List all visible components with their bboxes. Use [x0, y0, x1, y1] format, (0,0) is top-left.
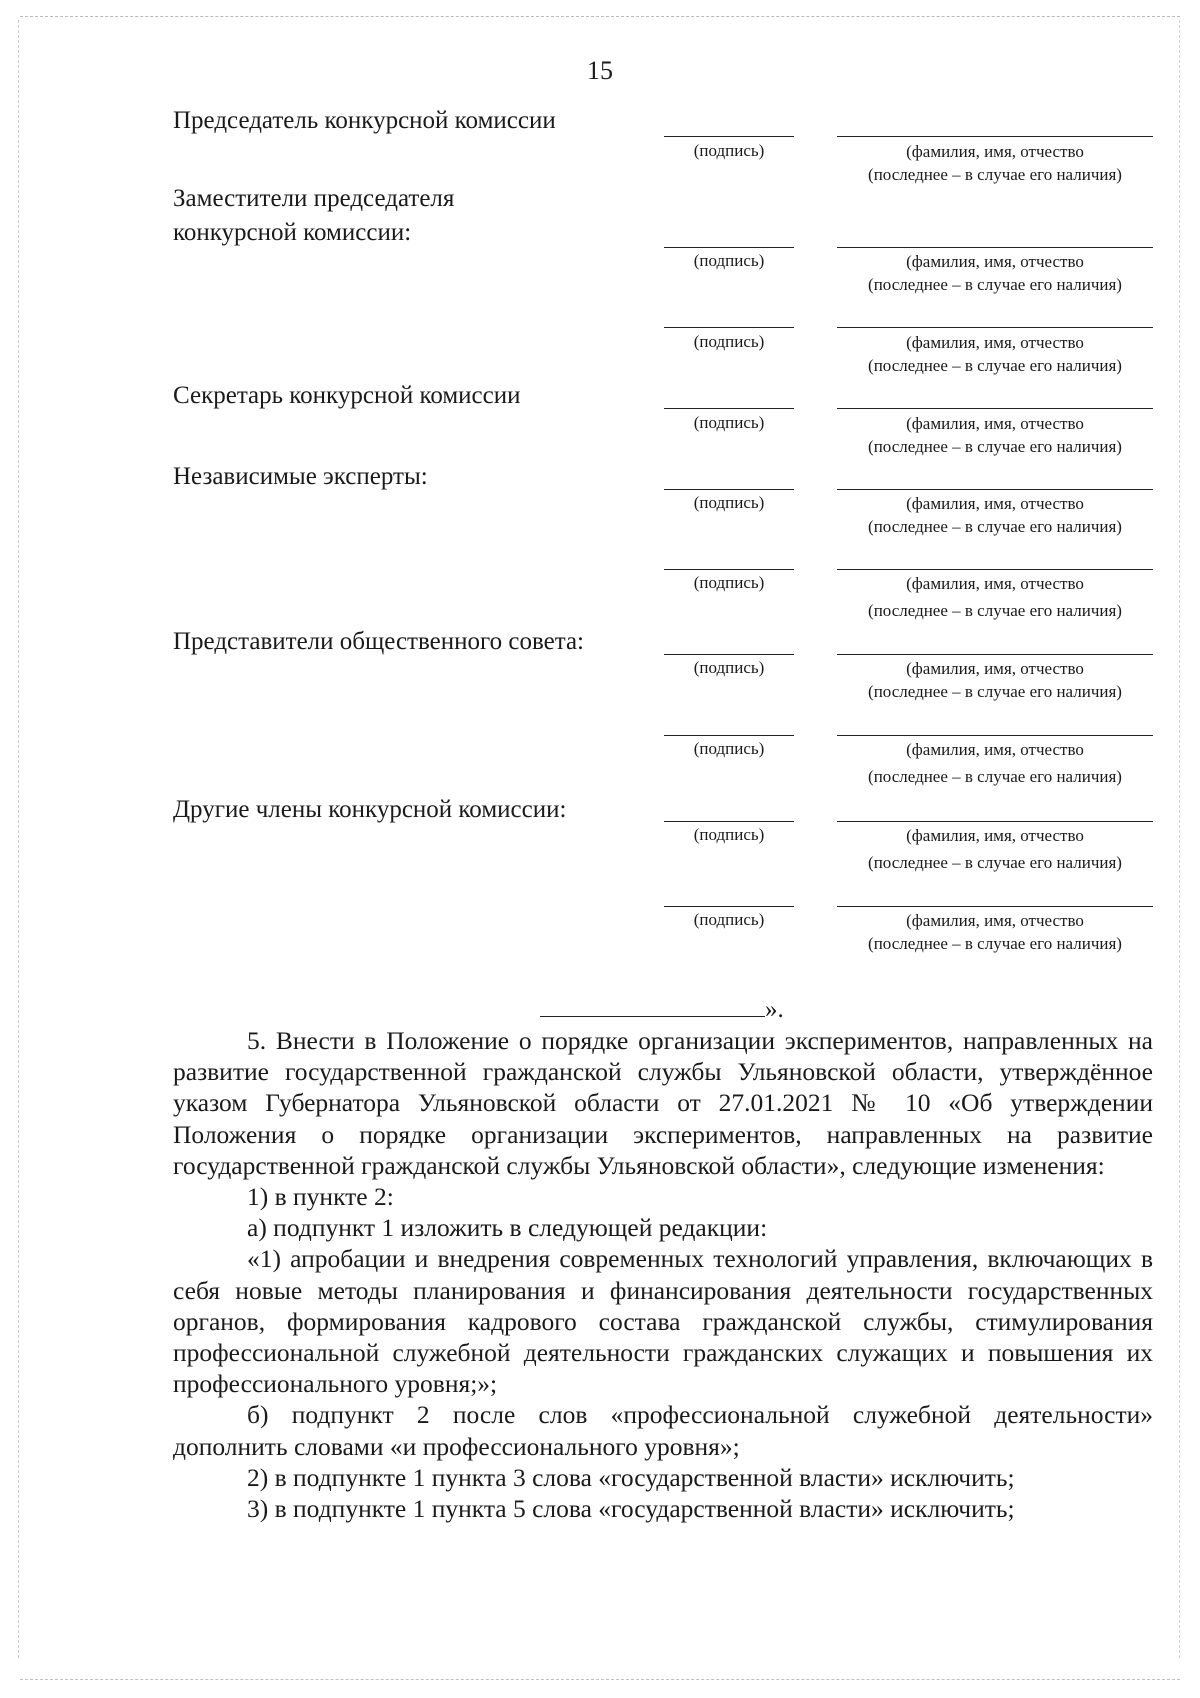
fio-caption-line2: (последнее – в случае его наличия) — [868, 356, 1122, 375]
fio-line — [837, 821, 1153, 822]
signature-line — [664, 489, 794, 490]
fio-line — [837, 654, 1153, 655]
fio-caption — [837, 572, 1153, 622]
signature-caption: (подпись) — [693, 573, 765, 592]
paragraph-item-5: 5. Внести в Положение о порядке организации экспериментов, направленных на развитие государственной гражданской службы Ульяновской области, утверждённое указом Губернатора Ульяновской области от 27.01.2021 № 10 «Об утверждении Положения о порядке организации экспериментов, направленных на развитие государственной гражданской службы Ульяновской области», следующие изменения: — [173, 1026, 1153, 1180]
scan-edge-left — [18, 20, 19, 1658]
body-text — [173, 1025, 1153, 1524]
fio-caption-line2: (последнее – в случае его наличия) — [868, 853, 1122, 872]
role-label-deputies — [173, 182, 454, 250]
role-label-other-members: Другие члены конкурсной комиссии: — [173, 796, 567, 823]
fio-line — [837, 408, 1153, 409]
signature-caption: (подпись) — [693, 739, 765, 758]
fio-caption-line1: (фамилия, имя, отчество — [906, 659, 1084, 678]
fio-line — [837, 327, 1153, 328]
fio-caption-line1: (фамилия, имя, отчество — [906, 494, 1084, 513]
fio-caption — [837, 250, 1153, 296]
signature-caption: (подпись) — [693, 413, 765, 432]
fio-caption — [837, 140, 1153, 186]
closing-blank — [540, 996, 765, 1017]
fio-caption-line2: (последнее – в случае его наличия) — [868, 165, 1122, 184]
fio-caption — [837, 492, 1153, 538]
fio-line — [837, 906, 1153, 907]
signature-line — [664, 821, 794, 822]
signature-caption: (подпись) — [693, 658, 765, 677]
signature-line — [664, 654, 794, 655]
fio-caption-line1: (фамилия, имя, отчество — [906, 826, 1084, 845]
signature-line — [664, 136, 794, 137]
fio-caption-line1: (фамилия, имя, отчество — [906, 414, 1084, 433]
fio-caption — [837, 738, 1153, 788]
fio-caption-line1: (фамилия, имя, отчество — [906, 252, 1084, 271]
signature-line — [664, 906, 794, 907]
closing-line — [540, 996, 784, 1024]
role-label-experts: Независимые эксперты: — [173, 463, 428, 490]
role-label-deputies-line1: Заместители председателя — [173, 185, 455, 212]
fio-caption-line2: (последнее – в случае его наличия) — [868, 682, 1122, 701]
fio-caption-line1: (фамилия, имя, отчество — [906, 740, 1084, 759]
signature-line — [664, 569, 794, 570]
signature-caption: (подпись) — [693, 910, 765, 929]
signature-line — [664, 247, 794, 248]
closing-quote: ». — [765, 996, 784, 1023]
signature-caption: (подпись) — [693, 332, 765, 351]
fio-caption-line2: (последнее – в случае его наличия) — [868, 767, 1122, 786]
role-label-public-council: Представители общественного совета: — [173, 628, 584, 655]
paragraph-subitem-a: а) подпункт 1 изложить в следующей редакции: — [247, 1213, 768, 1243]
page-number: 15 — [587, 56, 613, 85]
fio-line — [837, 735, 1153, 736]
signature-caption: (подпись) — [693, 251, 765, 270]
signature-caption: (подпись) — [693, 493, 765, 512]
fio-caption — [837, 412, 1153, 458]
paragraph-subitem-3: 3) в подпункте 1 пункта 5 слова «государственной власти» исключить; — [247, 1494, 1015, 1524]
fio-caption — [837, 909, 1153, 955]
fio-caption-line2: (последнее – в случае его наличия) — [868, 437, 1122, 456]
signature-line — [664, 408, 794, 409]
fio-caption-line1: (фамилия, имя, отчество — [906, 333, 1084, 352]
fio-line — [837, 247, 1153, 248]
role-label-deputies-line2: конкурсной комиссии: — [173, 219, 412, 246]
paragraph-subitem-2: 2) в подпункте 1 пункта 3 слова «государственной власти» исключить; — [247, 1462, 1015, 1492]
fio-caption-line1: (фамилия, имя, отчество — [906, 142, 1084, 161]
fio-line — [837, 489, 1153, 490]
fio-caption-line1: (фамилия, имя, отчество — [906, 574, 1084, 593]
fio-caption — [837, 331, 1153, 377]
scan-edge-top — [20, 16, 1180, 17]
signature-line — [664, 327, 794, 328]
fio-caption-line2: (последнее – в случае его наличия) — [868, 601, 1122, 620]
fio-caption — [837, 824, 1153, 874]
fio-caption-line2: (последнее – в случае его наличия) — [868, 275, 1122, 294]
paragraph-quoted-redaction: «1) апробации и внедрения современных технологий управления, включающих в себя новые методы планирования и финансирования деятельности государственных органов, формирования кадрового состава гражданской службы, стимулирования профессиональной служебной деятельности гражданских служащих и повышения их профессионального уровня;»; — [173, 1244, 1153, 1399]
role-label-secretary: Секретарь конкурсной комиссии — [173, 382, 521, 409]
fio-caption-line2: (последнее – в случае его наличия) — [868, 934, 1122, 953]
fio-caption-line1: (фамилия, имя, отчество — [906, 911, 1084, 930]
fio-caption-line2: (последнее – в случае его наличия) — [868, 517, 1122, 536]
scan-edge-bottom — [20, 1679, 1180, 1680]
scan-edge-right — [1179, 20, 1180, 1658]
fio-line — [837, 569, 1153, 570]
signature-caption: (подпись) — [693, 825, 765, 844]
role-label-chairman: Председатель конкурсной комиссии — [173, 107, 556, 134]
signature-caption: (подпись) — [693, 141, 765, 160]
paragraph-subitem-1: 1) в пункте 2: — [247, 1182, 394, 1212]
paragraph-subitem-b: б) подпункт 2 после слов «профессиональной служебной деятельности» дополнить словами «и профессионального уровня»; — [173, 1400, 1153, 1461]
signature-line — [664, 735, 794, 736]
fio-caption — [837, 657, 1153, 703]
fio-line — [837, 136, 1153, 137]
